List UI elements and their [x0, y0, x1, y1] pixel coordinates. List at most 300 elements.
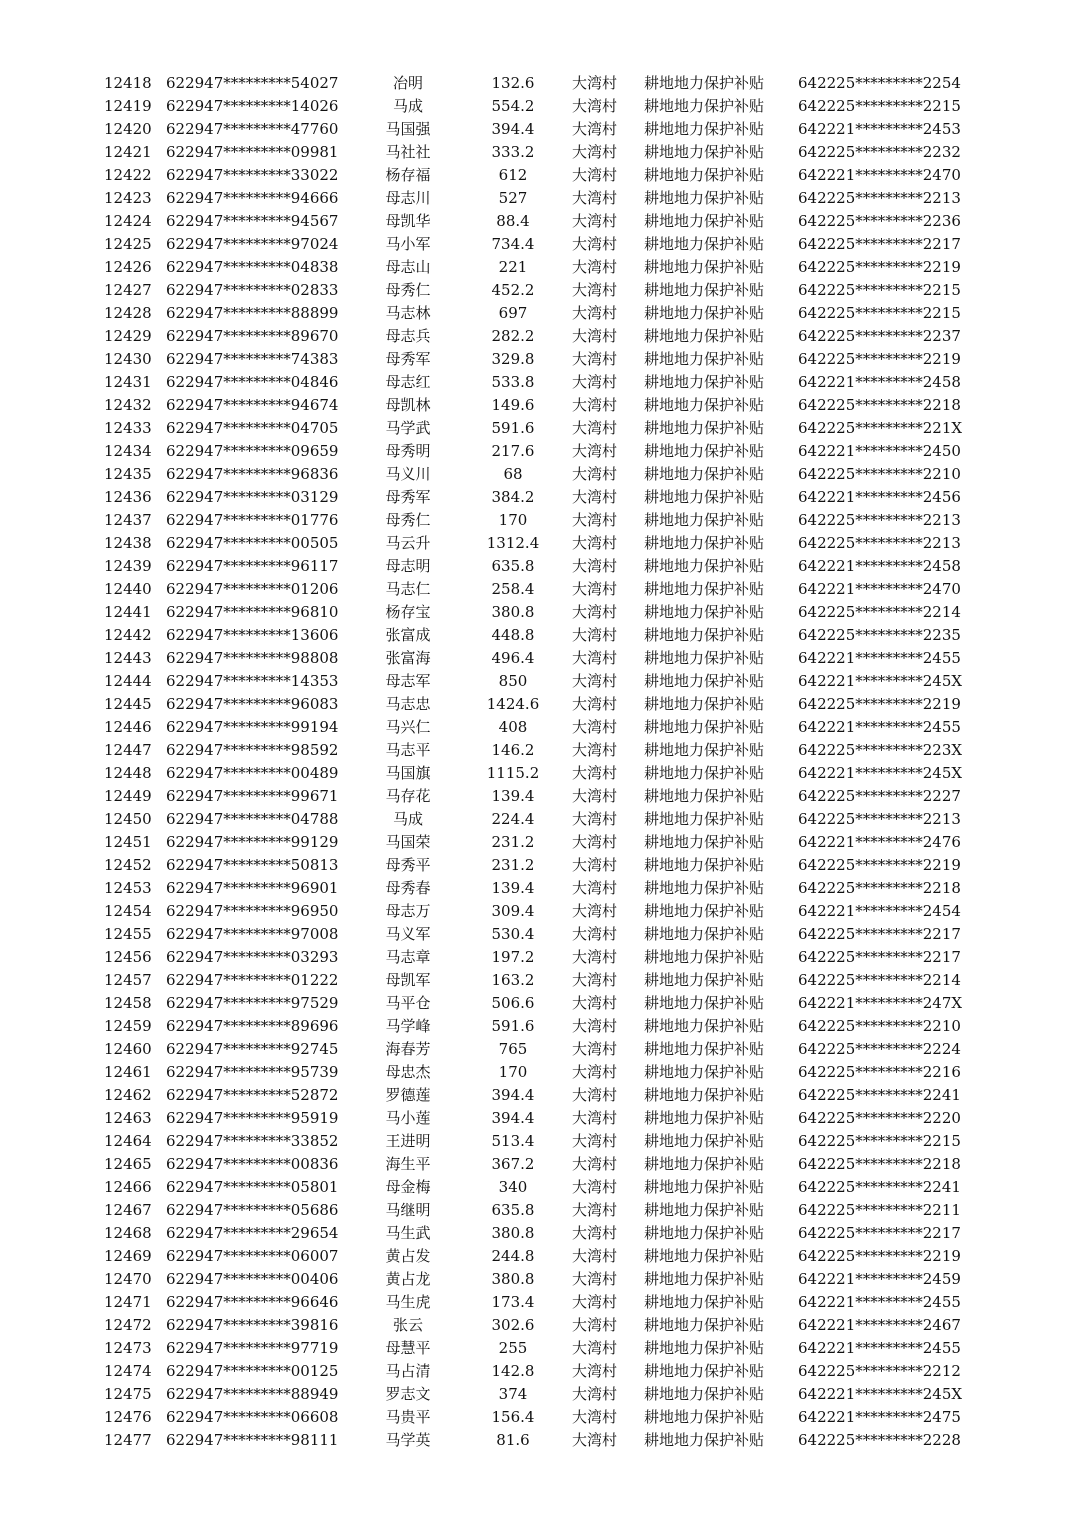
- person-name: 张云: [392, 1316, 423, 1334]
- village-name: 大湾村: [572, 902, 618, 920]
- row-number: 12427: [104, 281, 152, 299]
- village-name: 大湾村: [572, 994, 618, 1012]
- account-number: 622947*********01222: [166, 971, 339, 989]
- subsidy-type: 耕地地力保护补贴: [644, 1224, 765, 1242]
- id-card-number: 642225*********2214: [798, 971, 961, 989]
- village-name: 大湾村: [572, 189, 618, 207]
- row-number: 12472: [104, 1316, 152, 1334]
- row-number: 12448: [104, 764, 152, 782]
- subsidy-amount: 380.8: [491, 1270, 535, 1288]
- subsidy-type: 耕地地力保护补贴: [644, 1270, 765, 1288]
- person-name: 马生虎: [385, 1293, 431, 1311]
- person-name: 母凯军: [385, 971, 431, 989]
- table-row: [0, 1199, 1074, 1222]
- table-row: [0, 578, 1074, 601]
- row-number: 12473: [104, 1339, 152, 1357]
- person-name: 母金梅: [385, 1178, 431, 1196]
- account-number: 622947*********04846: [166, 373, 339, 391]
- id-card-number: 642221*********2470: [798, 580, 961, 598]
- id-card-number: 642225*********2220: [798, 1109, 961, 1127]
- table-row: [0, 969, 1074, 992]
- subsidy-type: 耕地地力保护补贴: [644, 925, 765, 943]
- subsidy-amount: 635.8: [491, 557, 535, 575]
- row-number: 12430: [104, 350, 152, 368]
- person-name: 母秀军: [385, 488, 431, 506]
- account-number: 622947*********33852: [166, 1132, 339, 1150]
- row-number: 12421: [104, 143, 152, 161]
- subsidy-amount: 81.6: [496, 1431, 530, 1449]
- table-row: [0, 233, 1074, 256]
- subsidy-type: 耕地地力保护补贴: [644, 1086, 765, 1104]
- subsidy-amount: 591.6: [491, 1017, 535, 1035]
- subsidy-amount: 217.6: [491, 442, 535, 460]
- village-name: 大湾村: [572, 327, 618, 345]
- row-number: 12418: [104, 74, 152, 92]
- village-name: 大湾村: [572, 1293, 618, 1311]
- subsidy-type: 耕地地力保护补贴: [644, 235, 765, 253]
- account-number: 622947*********04788: [166, 810, 339, 828]
- table-row: [0, 877, 1074, 900]
- account-number: 622947*********13606: [166, 626, 339, 644]
- subsidy-amount: 554.2: [491, 97, 535, 115]
- id-card-number: 642225*********2216: [798, 1063, 961, 1081]
- table-row: [0, 1406, 1074, 1429]
- row-number: 12469: [104, 1247, 152, 1265]
- id-card-number: 642225*********2210: [798, 465, 961, 483]
- account-number: 622947*********39816: [166, 1316, 339, 1334]
- table-row: [0, 1222, 1074, 1245]
- account-number: 622947*********52872: [166, 1086, 339, 1104]
- account-number: 622947*********05801: [166, 1178, 339, 1196]
- village-name: 大湾村: [572, 1086, 618, 1104]
- person-name: 罗志文: [385, 1385, 431, 1403]
- subsidy-type: 耕地地力保护补贴: [644, 1132, 765, 1150]
- village-name: 大湾村: [572, 695, 618, 713]
- subsidy-type: 耕地地力保护补贴: [644, 580, 765, 598]
- account-number: 622947*********97024: [166, 235, 339, 253]
- id-card-number: 642225*********2217: [798, 235, 961, 253]
- account-number: 622947*********89670: [166, 327, 339, 345]
- row-number: 12419: [104, 97, 152, 115]
- row-number: 12433: [104, 419, 152, 437]
- village-name: 大湾村: [572, 1201, 618, 1219]
- account-number: 622947*********95739: [166, 1063, 339, 1081]
- id-card-number: 642225*********2228: [798, 1431, 961, 1449]
- account-number: 622947*********29654: [166, 1224, 339, 1242]
- subsidy-table: [0, 72, 1074, 1452]
- id-card-number: 642225*********2219: [798, 695, 961, 713]
- subsidy-amount: 384.2: [491, 488, 535, 506]
- subsidy-amount: 635.8: [491, 1201, 535, 1219]
- account-number: 622947*********98592: [166, 741, 339, 759]
- table-row: [0, 1360, 1074, 1383]
- id-card-number: 642225*********2215: [798, 281, 961, 299]
- account-number: 622947*********03293: [166, 948, 339, 966]
- account-number: 622947*********99194: [166, 718, 339, 736]
- subsidy-amount: 506.6: [491, 994, 535, 1012]
- table-row: [0, 1061, 1074, 1084]
- subsidy-type: 耕地地力保护补贴: [644, 74, 765, 92]
- person-name: 马成: [392, 810, 423, 828]
- person-name: 海春芳: [385, 1040, 431, 1058]
- id-card-number: 642221*********245X: [798, 764, 963, 782]
- table-row: [0, 808, 1074, 831]
- subsidy-amount: 255: [498, 1339, 528, 1357]
- person-name: 马志林: [385, 304, 431, 322]
- row-number: 12422: [104, 166, 152, 184]
- account-number: 622947*********94666: [166, 189, 339, 207]
- account-number: 622947*********99671: [166, 787, 339, 805]
- id-card-number: 642225*********2217: [798, 1224, 961, 1242]
- row-number: 12454: [104, 902, 152, 920]
- row-number: 12425: [104, 235, 152, 253]
- person-name: 马义川: [385, 465, 431, 483]
- person-name: 罗德莲: [385, 1086, 431, 1104]
- row-number: 12455: [104, 925, 152, 943]
- id-card-number: 642221*********2455: [798, 718, 961, 736]
- person-name: 马小军: [385, 235, 431, 253]
- subsidy-type: 耕地地力保护补贴: [644, 373, 765, 391]
- subsidy-amount: 530.4: [491, 925, 535, 943]
- subsidy-type: 耕地地力保护补贴: [644, 327, 765, 345]
- village-name: 大湾村: [572, 488, 618, 506]
- village-name: 大湾村: [572, 120, 618, 138]
- id-card-number: 642225*********2241: [798, 1086, 961, 1104]
- village-name: 大湾村: [572, 1270, 618, 1288]
- row-number: 12463: [104, 1109, 152, 1127]
- subsidy-amount: 533.8: [491, 373, 535, 391]
- village-name: 大湾村: [572, 350, 618, 368]
- row-number: 12449: [104, 787, 152, 805]
- table-row: [0, 417, 1074, 440]
- subsidy-amount: 591.6: [491, 419, 535, 437]
- person-name: 马学峰: [385, 1017, 431, 1035]
- row-number: 12460: [104, 1040, 152, 1058]
- account-number: 622947*********50813: [166, 856, 339, 874]
- village-name: 大湾村: [572, 235, 618, 253]
- village-name: 大湾村: [572, 741, 618, 759]
- subsidy-type: 耕地地力保护补贴: [644, 695, 765, 713]
- village-name: 大湾村: [572, 810, 618, 828]
- account-number: 622947*********97719: [166, 1339, 339, 1357]
- id-card-number: 642221*********2476: [798, 833, 961, 851]
- table-row: [0, 716, 1074, 739]
- person-name: 王进明: [385, 1132, 431, 1150]
- person-name: 马学武: [385, 419, 431, 437]
- person-name: 海生平: [385, 1155, 431, 1173]
- subsidy-amount: 697: [498, 304, 528, 322]
- row-number: 12432: [104, 396, 152, 414]
- subsidy-amount: 173.4: [491, 1293, 535, 1311]
- account-number: 622947*********94674: [166, 396, 339, 414]
- id-card-number: 642225*********2219: [798, 350, 961, 368]
- account-number: 622947*********02833: [166, 281, 339, 299]
- id-card-number: 642225*********2213: [798, 511, 961, 529]
- subsidy-amount: 1312.4: [486, 534, 540, 552]
- row-number: 12443: [104, 649, 152, 667]
- row-number: 12477: [104, 1431, 152, 1449]
- table-row: [0, 1245, 1074, 1268]
- person-name: 母志万: [385, 902, 431, 920]
- account-number: 622947*********95919: [166, 1109, 339, 1127]
- account-number: 622947*********74383: [166, 350, 339, 368]
- table-row: [0, 279, 1074, 302]
- person-name: 马志平: [385, 741, 431, 759]
- account-number: 622947*********96646: [166, 1293, 339, 1311]
- id-card-number: 642221*********2475: [798, 1408, 961, 1426]
- account-number: 622947*********14353: [166, 672, 339, 690]
- village-name: 大湾村: [572, 948, 618, 966]
- table-row: [0, 1429, 1074, 1452]
- id-card-number: 642221*********2467: [798, 1316, 961, 1334]
- village-name: 大湾村: [572, 1408, 618, 1426]
- id-card-number: 642221*********245X: [798, 672, 963, 690]
- subsidy-type: 耕地地力保护补贴: [644, 1178, 765, 1196]
- subsidy-type: 耕地地力保护补贴: [644, 672, 765, 690]
- subsidy-amount: 394.4: [491, 1086, 535, 1104]
- subsidy-type: 耕地地力保护补贴: [644, 948, 765, 966]
- id-card-number: 642225*********2213: [798, 534, 961, 552]
- village-name: 大湾村: [572, 856, 618, 874]
- table-row: [0, 831, 1074, 854]
- subsidy-type: 耕地地力保护补贴: [644, 419, 765, 437]
- person-name: 马平仓: [385, 994, 431, 1012]
- person-name: 母秀仁: [385, 281, 431, 299]
- person-name: 母志山: [385, 258, 431, 276]
- person-name: 马成: [392, 97, 423, 115]
- subsidy-amount: 282.2: [491, 327, 535, 345]
- id-card-number: 642225*********223X: [798, 741, 963, 759]
- person-name: 母秀仁: [385, 511, 431, 529]
- person-name: 马志章: [385, 948, 431, 966]
- table-row: [0, 946, 1074, 969]
- person-name: 马学英: [385, 1431, 431, 1449]
- account-number: 622947*********97008: [166, 925, 339, 943]
- row-number: 12476: [104, 1408, 152, 1426]
- table-row: [0, 1291, 1074, 1314]
- village-name: 大湾村: [572, 465, 618, 483]
- subsidy-type: 耕地地力保护补贴: [644, 1339, 765, 1357]
- table-row: [0, 1153, 1074, 1176]
- subsidy-amount: 88.4: [496, 212, 530, 230]
- id-card-number: 642225*********2237: [798, 327, 961, 345]
- village-name: 大湾村: [572, 971, 618, 989]
- account-number: 622947*********33022: [166, 166, 339, 184]
- subsidy-type: 耕地地力保护补贴: [644, 1017, 765, 1035]
- table-row: [0, 693, 1074, 716]
- subsidy-amount: 448.8: [491, 626, 535, 644]
- subsidy-type: 耕地地力保护补贴: [644, 902, 765, 920]
- table-row: [0, 1314, 1074, 1337]
- table-row: [0, 1337, 1074, 1360]
- village-name: 大湾村: [572, 1040, 618, 1058]
- village-name: 大湾村: [572, 396, 618, 414]
- row-number: 12428: [104, 304, 152, 322]
- subsidy-amount: 452.2: [491, 281, 535, 299]
- id-card-number: 642225*********2212: [798, 1362, 961, 1380]
- village-name: 大湾村: [572, 626, 618, 644]
- table-row: [0, 532, 1074, 555]
- subsidy-amount: 850: [498, 672, 528, 690]
- subsidy-type: 耕地地力保护补贴: [644, 442, 765, 460]
- subsidy-amount: 394.4: [491, 1109, 535, 1127]
- village-name: 大湾村: [572, 603, 618, 621]
- person-name: 母秀春: [385, 879, 431, 897]
- account-number: 622947*********96901: [166, 879, 339, 897]
- row-number: 12438: [104, 534, 152, 552]
- person-name: 母秀平: [385, 856, 431, 874]
- subsidy-type: 耕地地力保护补贴: [644, 833, 765, 851]
- row-number: 12471: [104, 1293, 152, 1311]
- person-name: 母秀军: [385, 350, 431, 368]
- village-name: 大湾村: [572, 879, 618, 897]
- row-number: 12442: [104, 626, 152, 644]
- subsidy-amount: 374: [498, 1385, 528, 1403]
- account-number: 622947*********89696: [166, 1017, 339, 1035]
- row-number: 12462: [104, 1086, 152, 1104]
- subsidy-amount: 527: [498, 189, 528, 207]
- id-card-number: 642225*********2215: [798, 304, 961, 322]
- row-number: 12459: [104, 1017, 152, 1035]
- row-number: 12466: [104, 1178, 152, 1196]
- village-name: 大湾村: [572, 580, 618, 598]
- subsidy-type: 耕地地力保护补贴: [644, 281, 765, 299]
- village-name: 大湾村: [572, 1224, 618, 1242]
- row-number: 12431: [104, 373, 152, 391]
- subsidy-amount: 329.8: [491, 350, 535, 368]
- account-number: 622947*********00489: [166, 764, 339, 782]
- village-name: 大湾村: [572, 1431, 618, 1449]
- subsidy-amount: 139.4: [491, 787, 535, 805]
- person-name: 马小莲: [385, 1109, 431, 1127]
- row-number: 12437: [104, 511, 152, 529]
- subsidy-type: 耕地地力保护补贴: [644, 212, 765, 230]
- id-card-number: 642225*********2217: [798, 925, 961, 943]
- village-name: 大湾村: [572, 557, 618, 575]
- person-name: 马国旗: [385, 764, 431, 782]
- row-number: 12475: [104, 1385, 152, 1403]
- table-row: [0, 1268, 1074, 1291]
- row-number: 12474: [104, 1362, 152, 1380]
- subsidy-type: 耕地地力保护补贴: [644, 511, 765, 529]
- id-card-number: 642221*********2455: [798, 1339, 961, 1357]
- person-name: 马存花: [385, 787, 431, 805]
- id-card-number: 642221*********2455: [798, 1293, 961, 1311]
- table-row: [0, 670, 1074, 693]
- id-card-number: 642225*********2213: [798, 810, 961, 828]
- subsidy-amount: 139.4: [491, 879, 535, 897]
- row-number: 12446: [104, 718, 152, 736]
- subsidy-amount: 513.4: [491, 1132, 535, 1150]
- table-row: [0, 601, 1074, 624]
- subsidy-amount: 170: [498, 511, 528, 529]
- village-name: 大湾村: [572, 419, 618, 437]
- subsidy-amount: 258.4: [491, 580, 535, 598]
- row-number: 12436: [104, 488, 152, 506]
- table-row: [0, 141, 1074, 164]
- row-number: 12464: [104, 1132, 152, 1150]
- table-row: [0, 992, 1074, 1015]
- row-number: 12452: [104, 856, 152, 874]
- subsidy-amount: 244.8: [491, 1247, 535, 1265]
- id-card-number: 642225*********2213: [798, 189, 961, 207]
- subsidy-type: 耕地地力保护补贴: [644, 856, 765, 874]
- subsidy-amount: 380.8: [491, 1224, 535, 1242]
- id-card-number: 642225*********2227: [798, 787, 961, 805]
- row-number: 12470: [104, 1270, 152, 1288]
- table-row: [0, 394, 1074, 417]
- id-card-number: 642221*********2459: [798, 1270, 961, 1288]
- row-number: 12434: [104, 442, 152, 460]
- village-name: 大湾村: [572, 1063, 618, 1081]
- subsidy-amount: 221: [498, 258, 528, 276]
- subsidy-amount: 394.4: [491, 120, 535, 138]
- id-card-number: 642221*********245X: [798, 1385, 963, 1403]
- account-number: 622947*********04705: [166, 419, 339, 437]
- account-number: 622947*********88949: [166, 1385, 339, 1403]
- village-name: 大湾村: [572, 442, 618, 460]
- id-card-number: 642225*********2219: [798, 258, 961, 276]
- village-name: 大湾村: [572, 1017, 618, 1035]
- person-name: 杨存福: [385, 166, 431, 184]
- account-number: 622947*********00505: [166, 534, 339, 552]
- village-name: 大湾村: [572, 1362, 618, 1380]
- subsidy-type: 耕地地力保护补贴: [644, 971, 765, 989]
- table-row: [0, 95, 1074, 118]
- id-card-number: 642225*********2211: [798, 1201, 961, 1219]
- row-number: 12420: [104, 120, 152, 138]
- subsidy-type: 耕地地力保护补贴: [644, 1155, 765, 1173]
- subsidy-type: 耕地地力保护补贴: [644, 166, 765, 184]
- village-name: 大湾村: [572, 1155, 618, 1173]
- account-number: 622947*********00406: [166, 1270, 339, 1288]
- village-name: 大湾村: [572, 74, 618, 92]
- village-name: 大湾村: [572, 718, 618, 736]
- row-number: 12444: [104, 672, 152, 690]
- row-number: 12458: [104, 994, 152, 1012]
- person-name: 母志军: [385, 672, 431, 690]
- id-card-number: 642221*********2453: [798, 120, 961, 138]
- subsidy-amount: 302.6: [491, 1316, 535, 1334]
- subsidy-amount: 380.8: [491, 603, 535, 621]
- person-name: 母志川: [385, 189, 431, 207]
- row-number: 12429: [104, 327, 152, 345]
- account-number: 622947*********96950: [166, 902, 339, 920]
- id-card-number: 642221*********2456: [798, 488, 961, 506]
- row-number: 12447: [104, 741, 152, 759]
- table-row: [0, 624, 1074, 647]
- table-row: [0, 923, 1074, 946]
- id-card-number: 642225*********2214: [798, 603, 961, 621]
- account-number: 622947*********98808: [166, 649, 339, 667]
- id-card-number: 642225*********2218: [798, 879, 961, 897]
- subsidy-type: 耕地地力保护补贴: [644, 1040, 765, 1058]
- account-number: 622947*********96083: [166, 695, 339, 713]
- row-number: 12450: [104, 810, 152, 828]
- village-name: 大湾村: [572, 143, 618, 161]
- table-row: [0, 1084, 1074, 1107]
- subsidy-type: 耕地地力保护补贴: [644, 649, 765, 667]
- account-number: 622947*********47760: [166, 120, 339, 138]
- village-name: 大湾村: [572, 534, 618, 552]
- village-name: 大湾村: [572, 1109, 618, 1127]
- account-number: 622947*********00836: [166, 1155, 339, 1173]
- village-name: 大湾村: [572, 1339, 618, 1357]
- person-name: 黄占龙: [385, 1270, 431, 1288]
- table-row: [0, 1038, 1074, 1061]
- row-number: 12435: [104, 465, 152, 483]
- subsidy-amount: 149.6: [491, 396, 535, 414]
